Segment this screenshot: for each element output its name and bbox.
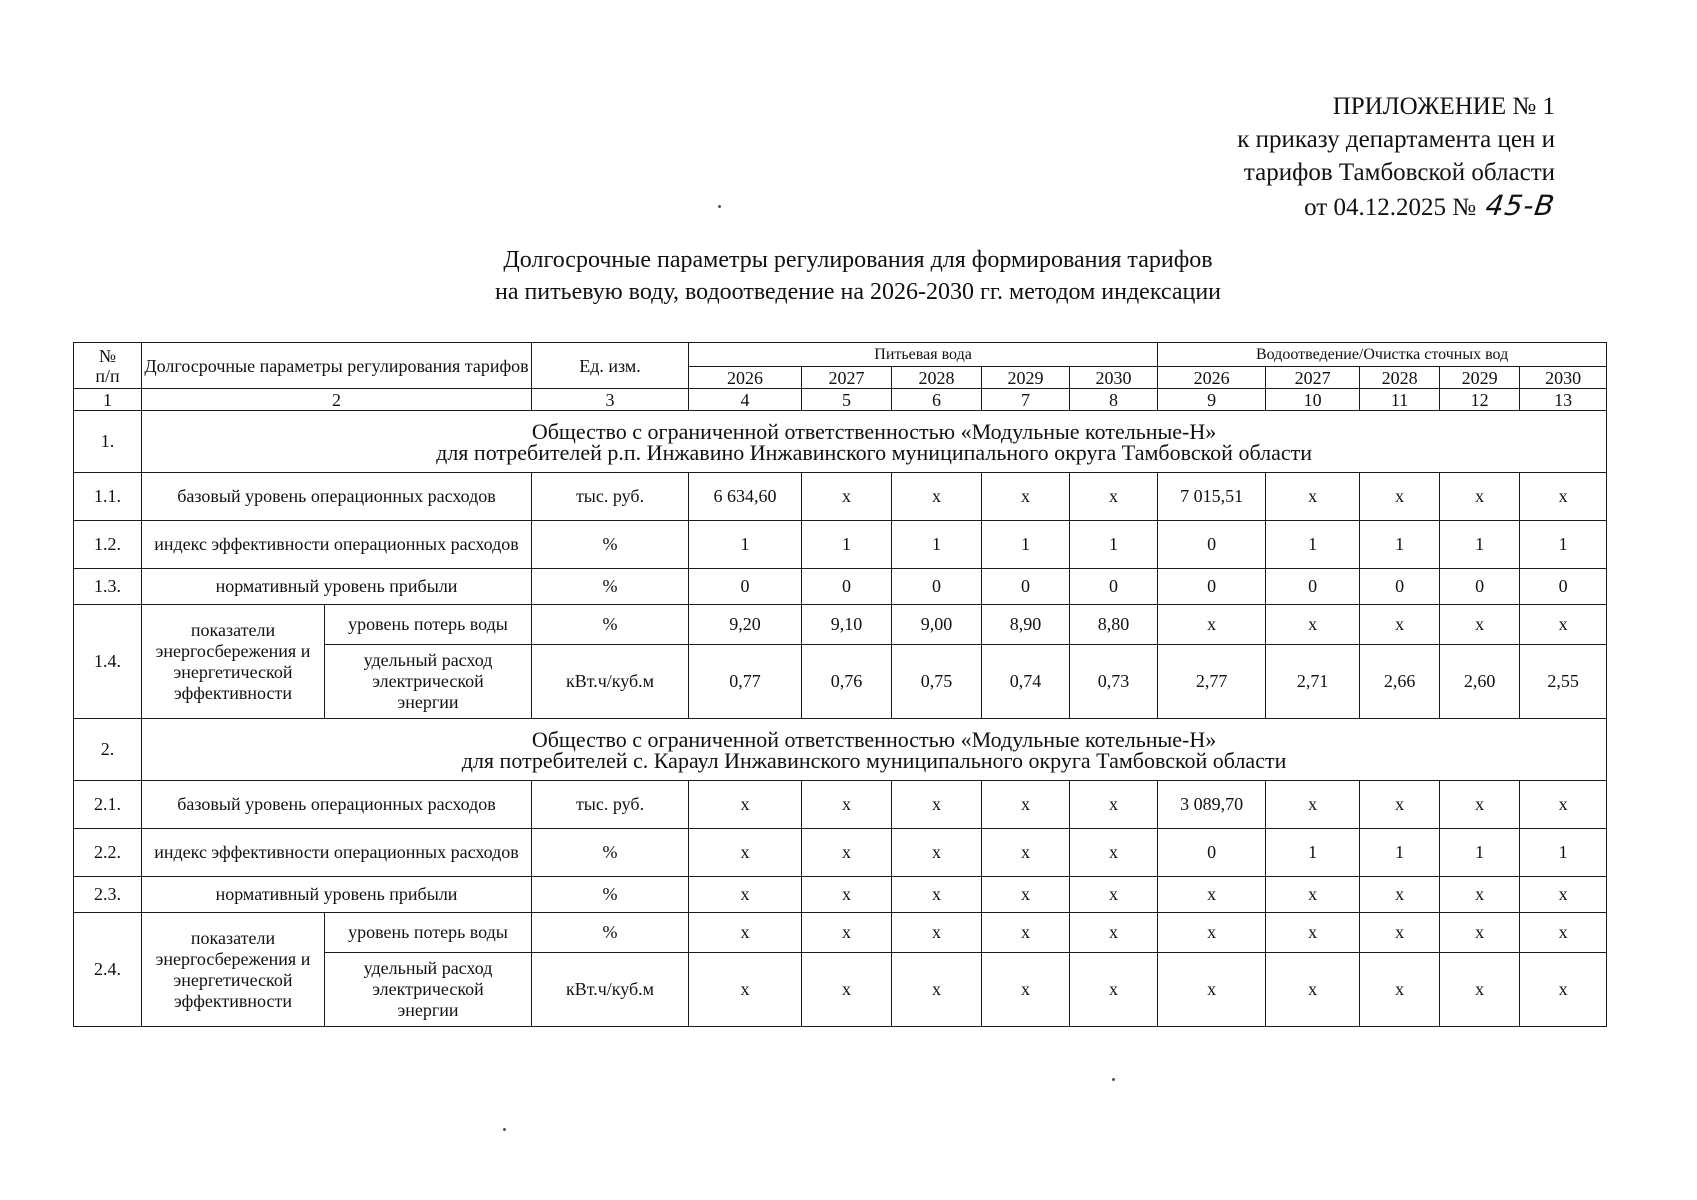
header-year-cell: 2028 <box>1360 367 1440 389</box>
value-cell: 1 <box>1520 829 1607 877</box>
value-cell: 1 <box>1360 521 1440 569</box>
parameter-group: показатели энергосбережения и энергетической эффективности <box>142 913 325 1027</box>
table-header <box>74 343 1607 411</box>
unit-cell: тыс. руб. <box>532 473 689 521</box>
col-number-cell: 5 <box>802 389 892 411</box>
row-number: 2.1. <box>74 781 142 829</box>
value-cell: х <box>1266 605 1360 645</box>
value-cell: х <box>982 953 1070 1027</box>
value-cell: х <box>689 877 802 913</box>
unit-cell: кВт.ч/куб.м <box>532 645 689 719</box>
col-number-cell: 13 <box>1520 389 1607 411</box>
appendix-line-2: к приказу департамента цен и <box>1237 126 1555 153</box>
value-cell: х <box>802 781 892 829</box>
unit-cell: тыс. руб. <box>532 781 689 829</box>
header-col-numbers-row <box>74 389 1607 411</box>
value-cell: 2,71 <box>1266 645 1360 719</box>
value-cell: 1 <box>1266 829 1360 877</box>
table-row <box>74 569 1607 605</box>
section-title <box>142 411 1607 473</box>
value-cell: 0 <box>892 569 982 605</box>
value-cell: х <box>1520 781 1607 829</box>
value-cell: х <box>1070 829 1158 877</box>
header-group-sewer: Водоотведение/Очистка сточных вод <box>1158 343 1607 367</box>
parameter-name: нормативный уровень прибыли <box>142 877 532 913</box>
value-cell: х <box>892 877 982 913</box>
value-cell: 0 <box>1440 569 1520 605</box>
value-cell: 1 <box>1070 521 1158 569</box>
section-row <box>74 719 1607 781</box>
value-cell: х <box>892 473 982 521</box>
unit-cell: % <box>532 521 689 569</box>
value-cell: х <box>892 953 982 1027</box>
unit-cell: % <box>532 605 689 645</box>
value-cell: 0 <box>1520 569 1607 605</box>
value-cell: 1 <box>1440 829 1520 877</box>
header-num: № п/п <box>74 343 142 389</box>
value-cell: х <box>1520 877 1607 913</box>
value-cell: 0,75 <box>892 645 982 719</box>
header-unit: Ед. изм. <box>532 343 689 389</box>
value-cell: 1 <box>1360 829 1440 877</box>
parameter-name: нормативный уровень прибыли <box>142 569 532 605</box>
table-row <box>74 473 1607 521</box>
value-cell: х <box>1360 473 1440 521</box>
value-cell: 9,10 <box>802 605 892 645</box>
row-number: 1.4. <box>74 605 142 719</box>
value-cell: х <box>1440 913 1520 953</box>
header-group-water: Питьевая вода <box>689 343 1158 367</box>
parameter-name: индекс эффективности операционных расходов <box>142 829 532 877</box>
value-cell: 1 <box>802 521 892 569</box>
header-param: Долгосрочные параметры регулирования тарифов <box>142 343 532 389</box>
header-year-cell: 2030 <box>1520 367 1607 389</box>
value-cell: х <box>1266 953 1360 1027</box>
value-cell: 0 <box>1360 569 1440 605</box>
parameter-name: уровень потерь воды <box>325 913 532 953</box>
value-cell: х <box>1360 877 1440 913</box>
value-cell: х <box>1158 953 1266 1027</box>
value-cell: х <box>1440 877 1520 913</box>
value-cell: 2,77 <box>1158 645 1266 719</box>
table-row <box>74 781 1607 829</box>
document-title-line-2: на питьевую воду, водоотведение на 2026-2030 гг. методом индексации <box>494 279 1222 305</box>
scan-speck <box>503 1128 506 1131</box>
value-cell: 6 634,60 <box>689 473 802 521</box>
value-cell: х <box>1266 877 1360 913</box>
header-year-cell: 2029 <box>982 367 1070 389</box>
section-title-line-1: Общество с ограниченной ответственностью «Модульные котельные-Н» <box>531 418 1217 444</box>
row-number: 1.3. <box>74 569 142 605</box>
value-cell: х <box>1440 605 1520 645</box>
value-cell: х <box>1440 781 1520 829</box>
value-cell: х <box>982 913 1070 953</box>
value-cell: 7 015,51 <box>1158 473 1266 521</box>
col-number-cell: 1 <box>74 389 142 411</box>
parameter-name: базовый уровень операционных расходов <box>142 473 532 521</box>
value-cell: 0,76 <box>802 645 892 719</box>
section-title-line-2: для потребителей с. Караул Инжавинского муниципального округа Тамбовской области <box>461 747 1287 773</box>
unit-cell: % <box>532 569 689 605</box>
value-cell: х <box>802 473 892 521</box>
unit-cell: % <box>532 877 689 913</box>
table-row <box>74 913 1607 953</box>
table-row <box>74 877 1607 913</box>
value-cell: 9,20 <box>689 605 802 645</box>
row-number: 1. <box>74 411 142 473</box>
table-row <box>74 521 1607 569</box>
col-number-cell: 4 <box>689 389 802 411</box>
scan-speck <box>718 205 721 208</box>
value-cell: х <box>982 877 1070 913</box>
value-cell: 1 <box>1520 521 1607 569</box>
value-cell: х <box>982 781 1070 829</box>
value-cell: х <box>1440 953 1520 1027</box>
header-year-cell: 2030 <box>1070 367 1158 389</box>
value-cell: 0 <box>1158 829 1266 877</box>
scan-speck <box>1112 1078 1115 1081</box>
value-cell: 0 <box>1070 569 1158 605</box>
value-cell: х <box>1158 913 1266 953</box>
value-cell: х <box>1520 473 1607 521</box>
value-cell: 0,77 <box>689 645 802 719</box>
parameter-name: базовый уровень операционных расходов <box>142 781 532 829</box>
unit-cell: % <box>532 913 689 953</box>
table-body <box>74 411 1607 1027</box>
header-year-cell: 2028 <box>892 367 982 389</box>
value-cell: х <box>1070 953 1158 1027</box>
value-cell: х <box>1360 781 1440 829</box>
value-cell: 1 <box>1440 521 1520 569</box>
value-cell: 1 <box>1266 521 1360 569</box>
row-number: 1.1. <box>74 473 142 521</box>
value-cell: 0,73 <box>1070 645 1158 719</box>
value-cell: х <box>1360 605 1440 645</box>
col-number-cell: 6 <box>892 389 982 411</box>
value-cell: 0 <box>1158 521 1266 569</box>
order-date: от 04.12.2025 № <box>1304 194 1477 221</box>
value-cell: х <box>982 829 1070 877</box>
value-cell: х <box>1520 913 1607 953</box>
value-cell: х <box>802 953 892 1027</box>
parameters-table <box>73 342 1607 1027</box>
value-cell: 0,74 <box>982 645 1070 719</box>
section-title-line-2: для потребителей р.п. Инжавино Инжавинского муниципального округа Тамбовской области <box>436 439 1312 465</box>
value-cell: х <box>689 781 802 829</box>
value-cell: 1 <box>892 521 982 569</box>
section-title <box>142 719 1607 781</box>
col-number-cell: 12 <box>1440 389 1520 411</box>
table-row <box>74 829 1607 877</box>
col-number-cell: 10 <box>1266 389 1360 411</box>
value-cell: х <box>1158 605 1266 645</box>
value-cell: х <box>1266 913 1360 953</box>
parameter-name: удельный расход электрической энергии <box>325 953 532 1027</box>
col-number-cell: 9 <box>1158 389 1266 411</box>
unit-cell: кВт.ч/куб.м <box>532 953 689 1027</box>
value-cell: 2,60 <box>1440 645 1520 719</box>
row-number: 2.3. <box>74 877 142 913</box>
value-cell: 3 089,70 <box>1158 781 1266 829</box>
value-cell: х <box>689 953 802 1027</box>
value-cell: х <box>689 913 802 953</box>
header-year-cell: 2026 <box>689 367 802 389</box>
col-number-cell: 2 <box>142 389 532 411</box>
value-cell: 9,00 <box>892 605 982 645</box>
value-cell: 2,66 <box>1360 645 1440 719</box>
value-cell: 0 <box>982 569 1070 605</box>
value-cell: х <box>1070 877 1158 913</box>
value-cell: х <box>1070 781 1158 829</box>
section-row <box>74 411 1607 473</box>
col-number-cell: 8 <box>1070 389 1158 411</box>
value-cell: х <box>1266 473 1360 521</box>
value-cell: х <box>1070 473 1158 521</box>
value-cell: х <box>1070 913 1158 953</box>
appendix-line-3: тарифов Тамбовской области <box>1243 159 1555 186</box>
value-cell: 2,55 <box>1520 645 1607 719</box>
appendix-header <box>1135 90 1558 224</box>
header-year-cell: 2029 <box>1440 367 1520 389</box>
parameter-name: индекс эффективности операционных расходов <box>142 521 532 569</box>
unit-cell: % <box>532 829 689 877</box>
appendix-title: ПРИЛОЖЕНИЕ № 1 <box>1332 93 1555 120</box>
value-cell: 8,80 <box>1070 605 1158 645</box>
value-cell: х <box>1266 781 1360 829</box>
document-title-line-1: Долгосрочные параметры регулирования для формирования тарифов <box>503 247 1213 273</box>
header-year-cell: 2027 <box>1266 367 1360 389</box>
row-number: 2. <box>74 719 142 781</box>
table-row <box>74 605 1607 645</box>
value-cell: х <box>1440 473 1520 521</box>
value-cell: х <box>689 829 802 877</box>
col-number-cell: 11 <box>1360 389 1440 411</box>
row-number: 2.4. <box>74 913 142 1027</box>
value-cell: х <box>1360 913 1440 953</box>
header-year-cell: 2027 <box>802 367 892 389</box>
value-cell: 0 <box>1158 569 1266 605</box>
row-number: 1.2. <box>74 521 142 569</box>
parameter-group: показатели энергосбережения и энергетической эффективности <box>142 605 325 719</box>
value-cell: 0 <box>802 569 892 605</box>
value-cell: 1 <box>982 521 1070 569</box>
value-cell: х <box>892 781 982 829</box>
header-year-cell: 2026 <box>1158 367 1266 389</box>
value-cell: х <box>982 473 1070 521</box>
handwritten-order-number: 45-В <box>1483 189 1558 222</box>
value-cell: х <box>802 829 892 877</box>
col-number-cell: 7 <box>982 389 1070 411</box>
value-cell: 8,90 <box>982 605 1070 645</box>
value-cell: х <box>1520 953 1607 1027</box>
section-title-line-1: Общество с ограниченной ответственностью «Модульные котельные-Н» <box>531 726 1217 752</box>
value-cell: 0 <box>1266 569 1360 605</box>
value-cell: х <box>802 877 892 913</box>
value-cell: х <box>802 913 892 953</box>
document-title <box>0 244 1697 308</box>
value-cell: 1 <box>689 521 802 569</box>
value-cell: х <box>892 913 982 953</box>
parameter-name: удельный расход электрической энергии <box>325 645 532 719</box>
value-cell: х <box>1158 877 1266 913</box>
value-cell: х <box>1360 953 1440 1027</box>
col-number-cell: 3 <box>532 389 689 411</box>
order-line <box>1135 189 1558 224</box>
value-cell: 0 <box>689 569 802 605</box>
parameter-name: уровень потерь воды <box>325 605 532 645</box>
value-cell: х <box>892 829 982 877</box>
value-cell: х <box>1520 605 1607 645</box>
row-number: 2.2. <box>74 829 142 877</box>
